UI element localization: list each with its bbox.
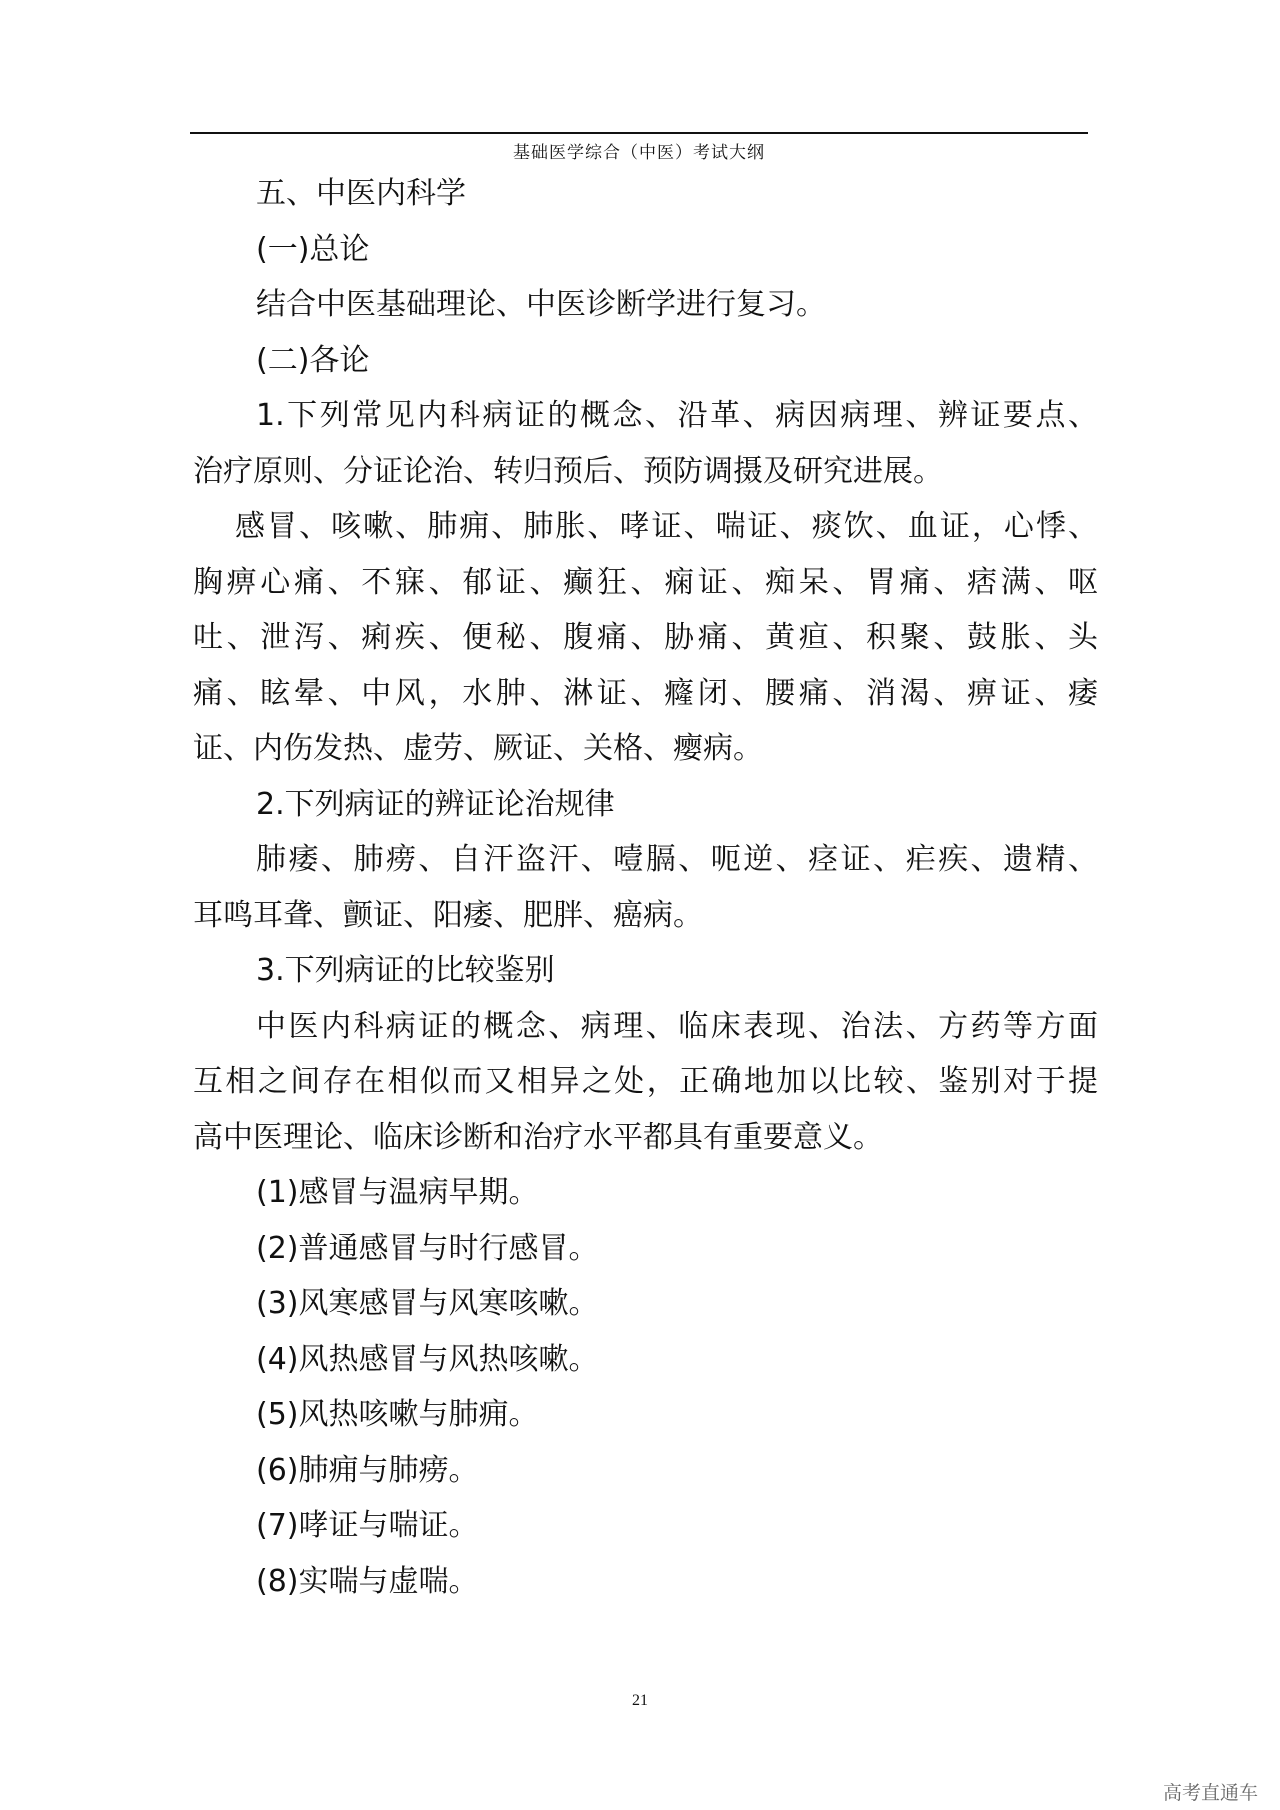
running-header: 基础医学综合（中医）考试大纲 [513,143,765,163]
comparison-item: (4)风热感冒与风热咳嗽。 [256,1341,599,1377]
item2-heading: 2.下列病证的辨证论治规律 [256,786,615,822]
comparison-intro-line: 中医内科病证的概念、病理、临床表现、治法、方药等方面 [256,1008,1098,1044]
comparison-item: (7)哮证与喘证。 [256,1508,479,1543]
item1-heading-line: 治疗原则、分证论治、转归预后、预防调摄及研究进展。 [193,453,943,489]
comparison-intro-line: 高中医理论、临床诊断和治疗水平都具有重要意义。 [193,1119,883,1155]
syndrome-list-line: 耳鸣耳聋、颤证、阳痿、肥胖、癌病。 [193,897,703,933]
page-number: 21 [632,1692,648,1709]
disease-list-line: 胸痹心痛、不寐、郁证、癫狂、痫证、痴呆、胃痛、痞满、呕 [193,564,1098,600]
comparison-item: (5)风热咳嗽与肺痈。 [256,1397,539,1432]
disease-list-line: 感冒、咳嗽、肺痈、肺胀、哮证、喘证、痰饮、血证，心悸、 [235,509,1098,544]
comparison-item: (3)风寒感冒与风寒咳嗽。 [256,1286,599,1321]
general-text: 结合中医基础理论、中医诊断学进行复习。 [256,287,826,322]
section-title: 五、中医内科学 [256,176,466,211]
subsection-title-general: (一)总论 [256,231,370,267]
item1-heading-line: 1.下列常见内科病证的概念、沿革、病因病理、辨证要点、 [256,398,1098,433]
comparison-intro-line: 互相之间存在相似而又相异之处，正确地加以比较、鉴别对于提 [193,1064,1098,1099]
comparison-item: (8)实喘与虚喘。 [256,1563,479,1599]
disease-list-line: 痛、眩晕、中风，水肿、淋证、癃闭、腰痛、消渴、痹证、痿 [193,675,1098,711]
syndrome-list-line: 肺痿、肺痨、自汗盗汗、噎膈、呃逆、痉证、疟疾、遗精、 [256,842,1098,877]
disease-list-line: 证、内伤发热、虚劳、厥证、关格、瘿病。 [193,731,763,766]
document-body [193,166,1098,1609]
disease-list-line: 吐、泄泻、痢疾、便秘、腹痛、胁痛、黄疸、积聚、鼓胀、头 [193,620,1098,655]
comparison-item: (1)感冒与温病早期。 [256,1175,539,1210]
watermark: 高考直通车 [1162,1782,1258,1804]
item3-heading: 3.下列病证的比较鉴别 [256,953,555,988]
comparison-item: (6)肺痈与肺痨。 [256,1452,479,1488]
comparison-item: (2)普通感冒与时行感冒。 [256,1230,599,1266]
subsection-title-specific: (二)各论 [256,342,370,378]
header-rule [190,132,1088,134]
